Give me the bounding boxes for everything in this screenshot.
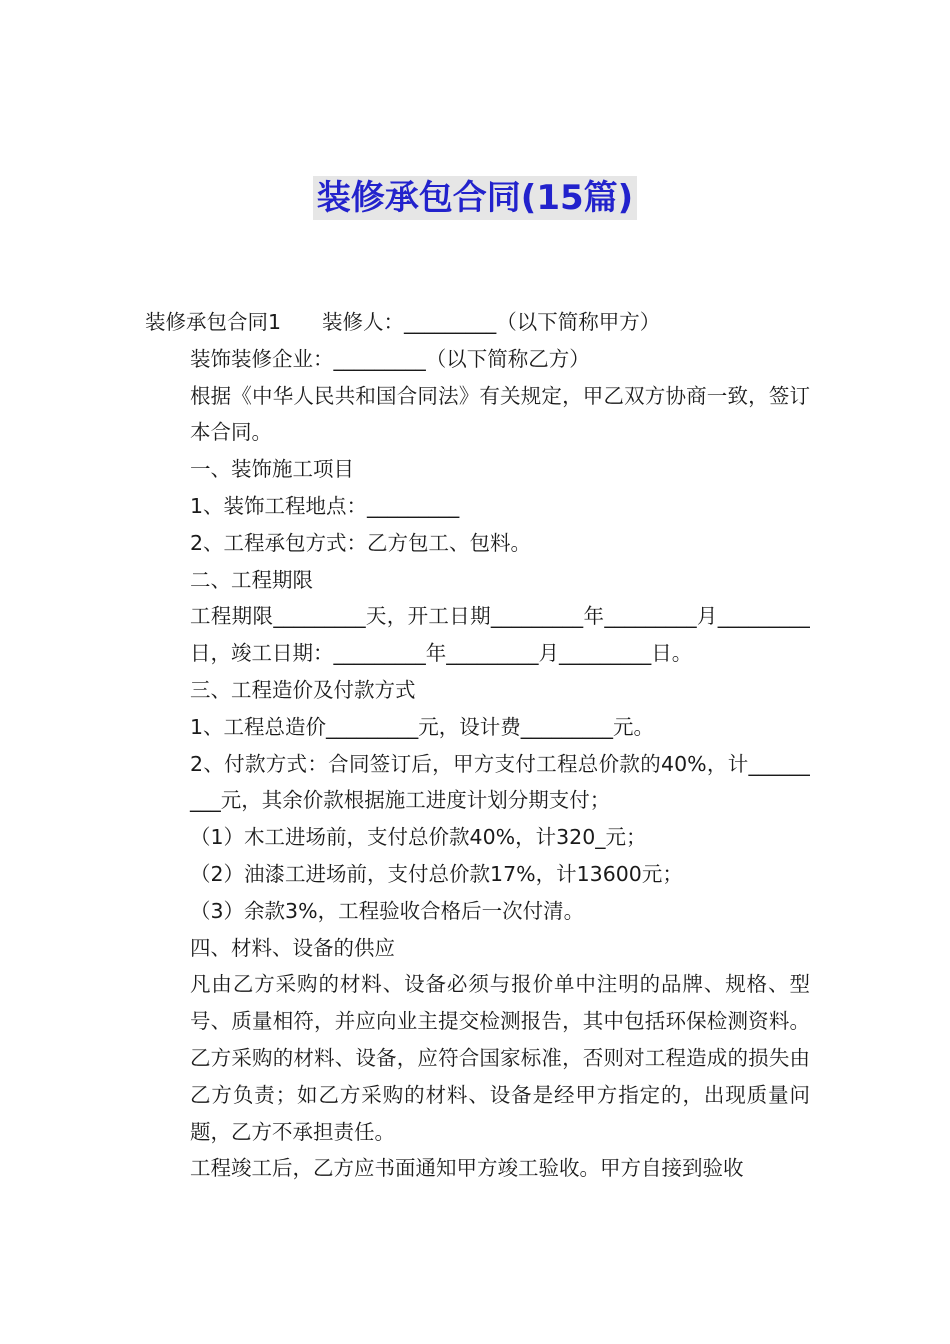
paragraph-payment-2: （2）油漆工进场前，支付总价款17%，计13600元；	[190, 861, 683, 886]
paragraph-total-cost: 1、工程总造价_________元，设计费_________元。	[190, 714, 655, 739]
paragraph-contract-header: 装修承包合同1 装修人：_________（以下简称甲方）	[145, 310, 661, 334]
paragraph-location: 1、装饰工程地点：_________	[190, 493, 460, 518]
paragraph-preamble: 根据《中华人民共和国合同法》有关规定，甲乙双方协商一致，签订本合同。	[190, 383, 810, 445]
paragraph-completion: 工程竣工后，乙方应书面通知甲方竣工验收。甲方自接到验收	[190, 1156, 744, 1181]
section-heading-4: 四、材料、设备的供应	[190, 935, 395, 960]
paragraph-payment-method: 2、付款方式：合同签订后，甲方支付工程总价款的40%，计_________元，其余价款根据施工进度计划分期支付；	[190, 751, 810, 813]
paragraph-contract-mode: 2、工程承包方式：乙方包工、包料。	[190, 530, 532, 555]
paragraph-party-b: 装饰装修企业：_________（以下简称乙方）	[190, 346, 590, 371]
section-heading-1: 一、装饰施工项目	[190, 457, 354, 482]
paragraph-duration: 工程期限_________天，开工日期_________年_________月_________日，竣工日期：_________年_________月_________日。	[190, 604, 810, 666]
section-heading-3: 三、工程造价及付款方式	[190, 677, 416, 702]
paragraph-payment-1: （1）木工进场前，支付总价款40%，计320_元；	[190, 825, 647, 850]
document-title: 装修承包合同(15篇)	[313, 176, 637, 220]
paragraph-materials: 凡由乙方采购的材料、设备必须与报价单中注明的品牌、规格、型号、质量相符，并应向业主提交检测报告，其中包括环保检测资料。乙方采购的材料、设备，应符合国家标准，否则对工程造成的损失由乙方负责；如乙方采购的材料、设备是经甲方指定的，出现质量问题，乙方不承担责任。	[190, 972, 810, 1144]
section-heading-2: 二、工程期限	[190, 567, 313, 592]
document-body	[145, 304, 810, 1187]
paragraph-payment-3: （3）余款3%，工程验收合格后一次付清。	[190, 898, 585, 923]
title-container	[0, 176, 950, 220]
